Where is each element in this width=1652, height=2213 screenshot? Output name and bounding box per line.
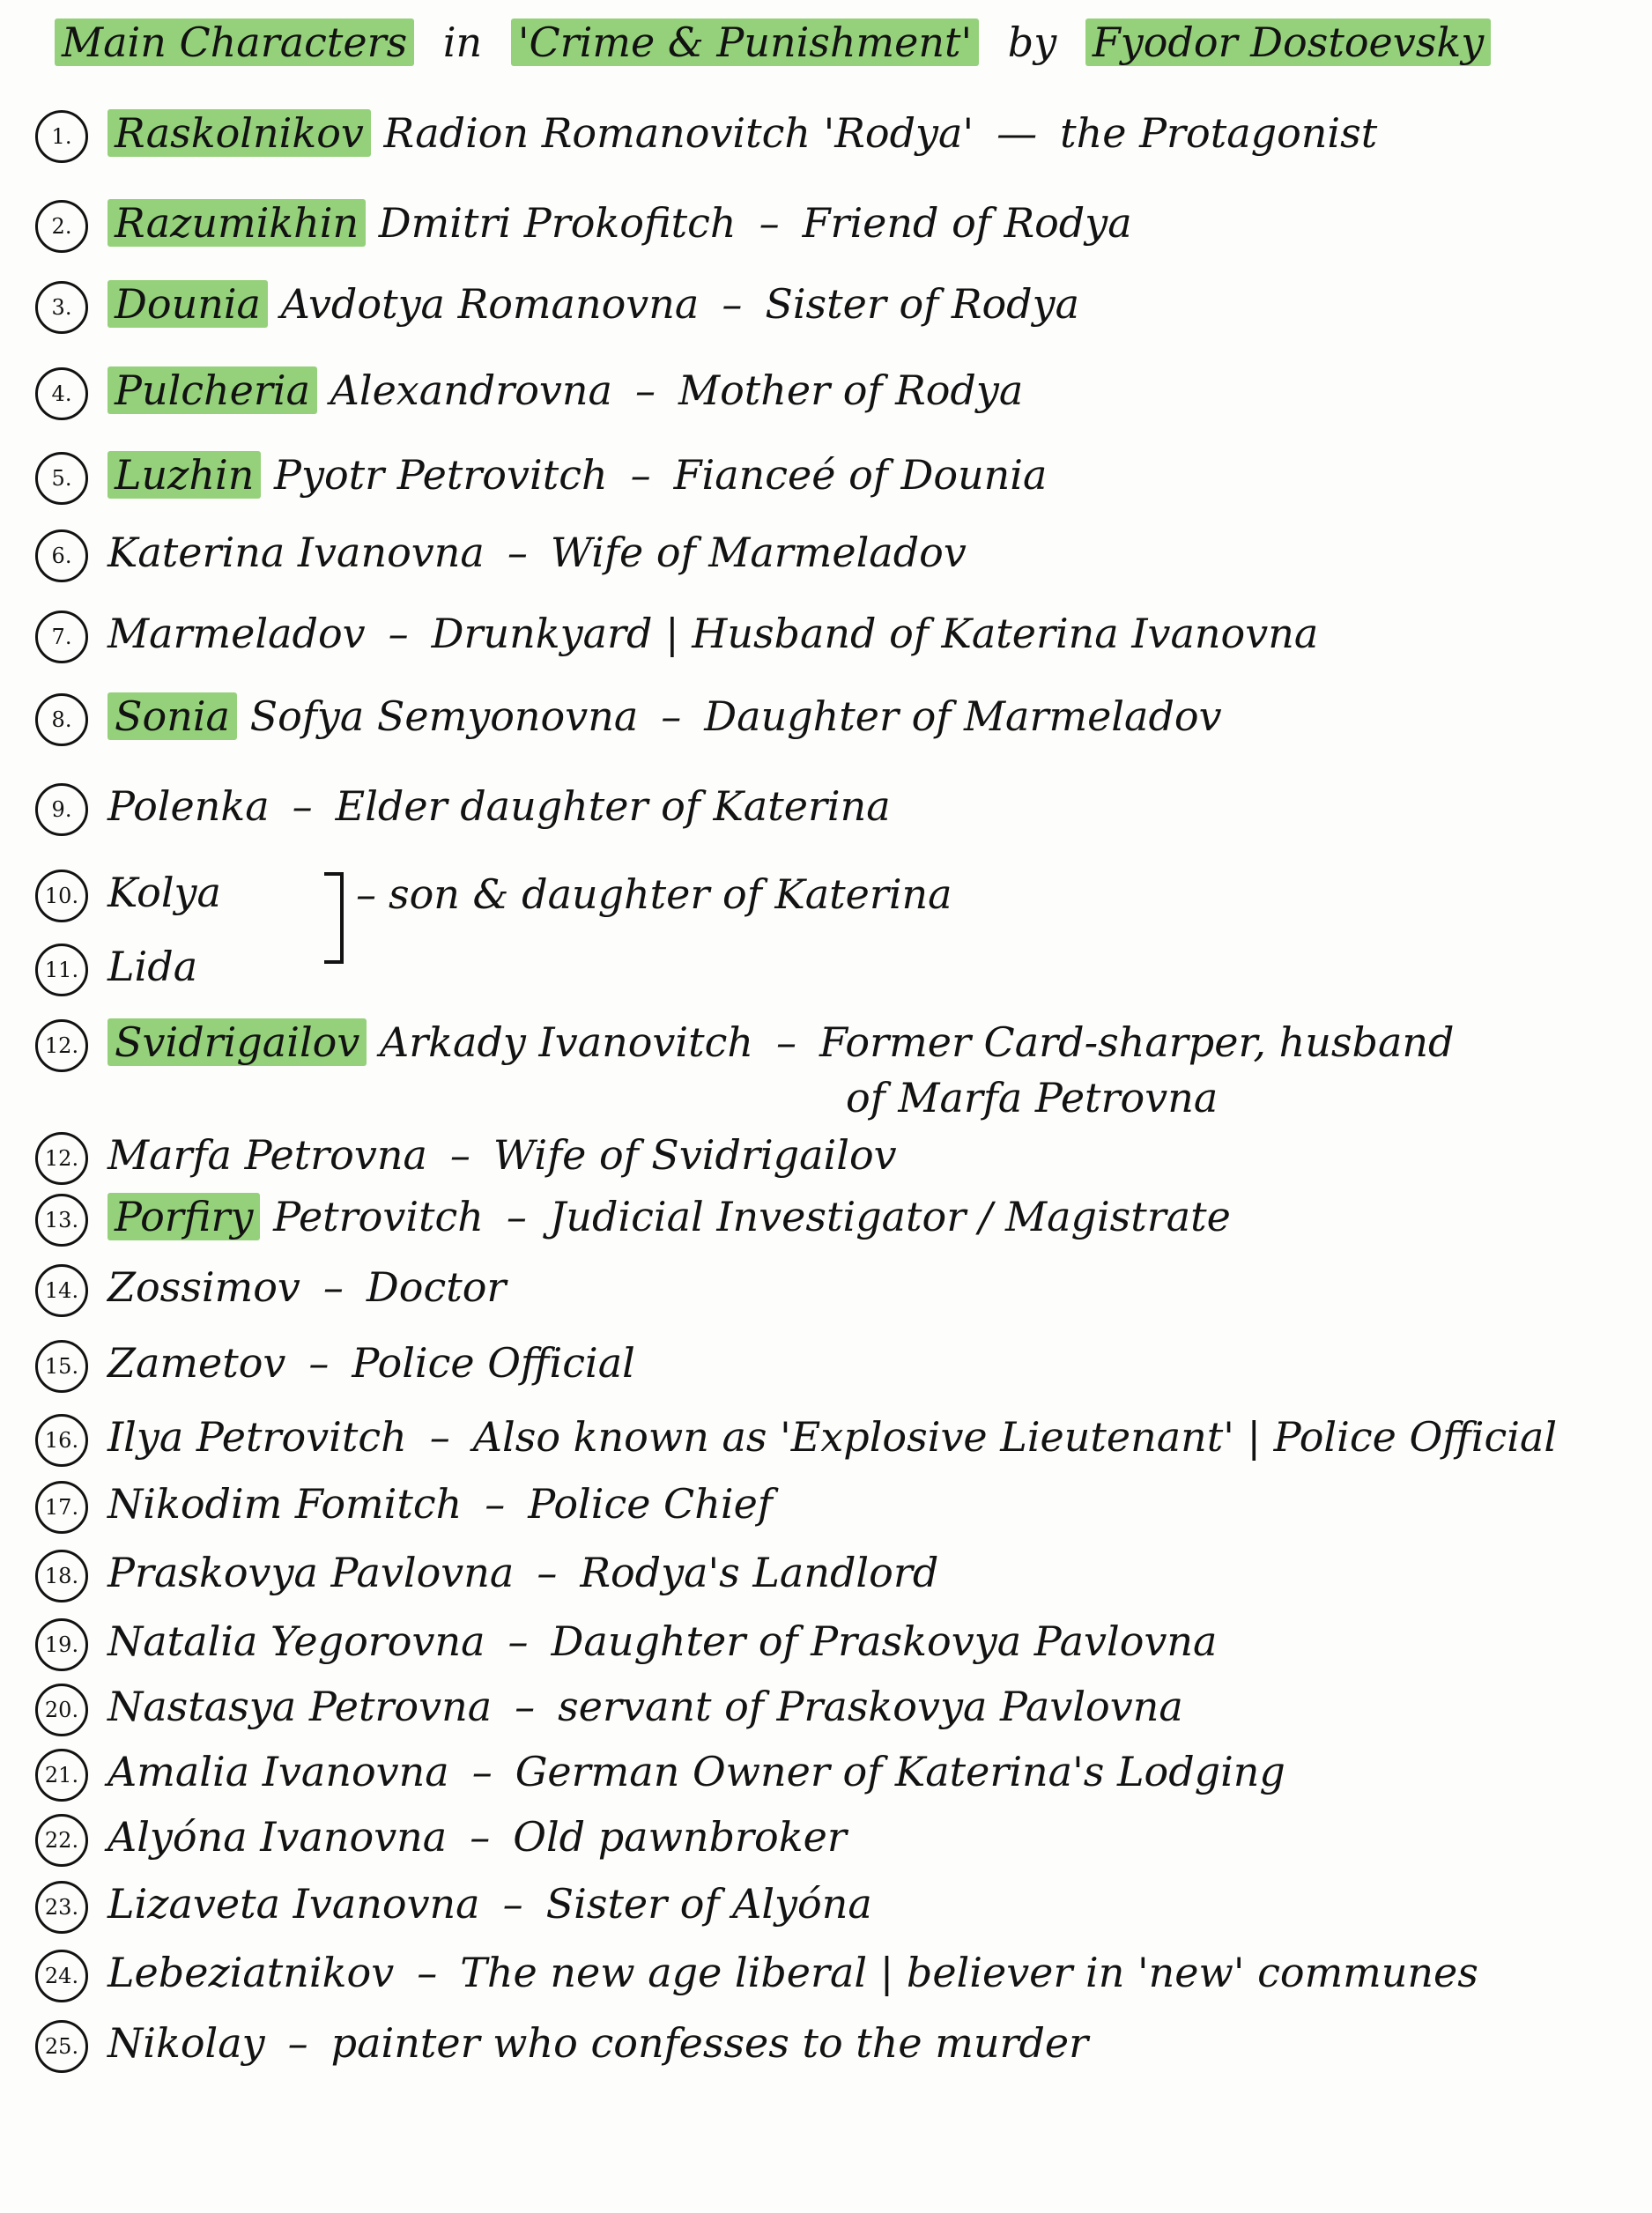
- character-row-11: [35, 929, 197, 1004]
- character-description: servant of Praskovya Pavlovna: [558, 1683, 1183, 1730]
- character-highlight: Raskolnikov: [107, 109, 371, 157]
- character-highlight: Sonia: [107, 692, 237, 740]
- title-by: by: [1007, 19, 1057, 66]
- character-row-19: 19. Natalia Yegorovna – Daughter of Praskovya Pavlovna: [35, 1603, 1217, 1679]
- character-row-6: 6. Katerina Ivanovna – Wife of Marmeladov: [35, 514, 967, 590]
- character-highlight: Dounia: [107, 280, 268, 328]
- character-name: Katerina Ivanovna: [107, 529, 485, 576]
- character-highlight: Pulcheria: [107, 366, 317, 414]
- row-number: 25.: [35, 2020, 88, 2073]
- row-number: 7.: [35, 611, 88, 663]
- character-row-2: 2. Razumikhin Dmitri Prokofitch – Friend of Rodya: [35, 185, 1132, 261]
- title-author: Fyodor Dostoevsky: [1085, 19, 1491, 66]
- character-name: Praskovya Pavlovna: [107, 1549, 515, 1596]
- page-title: [55, 11, 1507, 74]
- character-row-8: 8. Sonia Sofya Semyonovna – Daughter of Marmeladov: [35, 678, 1222, 754]
- row-number: 22.: [35, 1814, 88, 1867]
- svidrigailov-description-continued: of Marfa Petrovna: [846, 1074, 1219, 1121]
- row-number: 4.: [35, 367, 88, 420]
- character-name: Nikodim Fomitch: [107, 1480, 463, 1528]
- character-name: Nikolay: [107, 2019, 265, 2067]
- character-description: painter who confesses to the murder: [330, 2019, 1089, 2067]
- row-number: 6.: [35, 529, 88, 582]
- row-number: 8.: [35, 693, 88, 746]
- character-name: Arkady Ivanovitch: [379, 1018, 754, 1066]
- character-description: Friend of Rodya: [802, 199, 1132, 247]
- character-description: Police Official: [352, 1339, 635, 1387]
- title-main-characters: Main Characters: [55, 19, 414, 66]
- row-number: 12.: [35, 1132, 88, 1185]
- character-description: Police Chief: [528, 1480, 773, 1528]
- character-name: Avdotya Romanovna: [280, 280, 700, 328]
- row-number: 12.: [35, 1019, 88, 1072]
- character-name: Lebeziatnikov: [107, 1949, 395, 1996]
- row-number: 2.: [35, 200, 88, 253]
- character-name: Nastasya Petrovna: [107, 1683, 493, 1730]
- character-row-15: 15. Zametov – Police Official: [35, 1325, 635, 1401]
- row-number: 17.: [35, 1481, 88, 1534]
- character-name: Natalia Yegorovna: [107, 1617, 485, 1665]
- kolya-lida-bracket: [324, 872, 344, 964]
- row-number: 1.: [35, 110, 88, 163]
- character-name: Kolya: [107, 869, 221, 916]
- row-number: 24.: [35, 1950, 88, 2002]
- character-name: Lida: [107, 943, 198, 990]
- character-row-17: 17. Nikodim Fomitch – Police Chief: [35, 1466, 773, 1542]
- character-name: Polenka: [107, 782, 270, 830]
- character-description: Elder daughter of Katerina: [335, 782, 891, 830]
- character-row-7: 7. Marmeladov – Drunkyard | Husband of Katerina Ivanovna: [35, 596, 1318, 671]
- character-name: Pyotr Petrovitch: [274, 451, 608, 499]
- character-row-25: 25. Nikolay – painter who confesses to the murder: [35, 2005, 1088, 2081]
- character-description: the Protagonist: [1060, 109, 1378, 157]
- character-row-10: [35, 855, 221, 930]
- character-row-4: 4. Pulcheria Alexandrovna – Mother of Rodya: [35, 352, 1023, 428]
- character-description: Rodya's Landlord: [580, 1549, 939, 1596]
- character-row-12b: 12. Marfa Petrovna – Wife of Svidrigailov: [35, 1117, 897, 1193]
- character-row-24: 24. Lebeziatnikov – The new age liberal | believer in 'new' communes: [35, 1935, 1478, 2010]
- character-row-9: 9. Polenka – Elder daughter of Katerina: [35, 768, 891, 844]
- row-number: 14.: [35, 1264, 88, 1317]
- character-row-22: 22. Alyóna Ivanovna – Old pawnbroker: [35, 1799, 847, 1875]
- character-description: The new age liberal | believer in 'new' communes: [460, 1949, 1478, 1996]
- character-row-1: 1. Raskolnikov Radion Romanovitch 'Rodya' — the Protagonist: [35, 95, 1377, 171]
- row-number: 5.: [35, 452, 88, 505]
- character-name: Amalia Ivanovna: [107, 1748, 449, 1795]
- character-description: Doctor: [366, 1263, 507, 1311]
- row-number: 19.: [35, 1618, 88, 1671]
- character-description: Drunkyard | Husband of Katerina Ivanovna: [431, 610, 1319, 657]
- row-number: 23.: [35, 1881, 88, 1934]
- kolya-lida-description-line: – son & daughter of Katerina: [356, 870, 952, 918]
- row-number: 11.: [35, 944, 88, 996]
- character-description: German Owner of Katerina's Lodging: [515, 1748, 1285, 1795]
- character-row-3: 3. Dounia Avdotya Romanovna – Sister of Rodya: [35, 266, 1079, 342]
- character-description: Former Card-sharper, husband: [819, 1018, 1455, 1066]
- character-name: Zametov: [107, 1339, 286, 1387]
- character-name: Alexandrovna: [330, 366, 612, 414]
- character-name: Zossimov: [107, 1263, 300, 1311]
- character-description: Wife of Svidrigailov: [493, 1131, 897, 1179]
- character-highlight: Porfiry: [107, 1193, 260, 1240]
- row-number: 18.: [35, 1550, 88, 1602]
- character-name: Alyóna Ivanovna: [107, 1813, 448, 1861]
- character-description: Fianceé of Dounia: [673, 451, 1048, 499]
- character-row-13: 13. Porfiry Petrovitch – Judicial Investigator / Magistrate: [35, 1179, 1231, 1255]
- title-in: in: [442, 19, 483, 66]
- character-row-14: 14. Zossimov – Doctor: [35, 1249, 506, 1325]
- row-number: 10.: [35, 870, 88, 922]
- character-row-16: 16. Ilya Petrovitch – Also known as 'Explosive Lieutenant' | Police Official: [35, 1399, 1557, 1475]
- title-book: 'Crime & Punishment': [511, 19, 979, 66]
- character-name: Petrovitch: [273, 1193, 484, 1240]
- character-name: Lizaveta Ivanovna: [107, 1880, 480, 1928]
- character-row-23: 23. Lizaveta Ivanovna – Sister of Alyóna: [35, 1866, 872, 1942]
- row-number: 20.: [35, 1684, 88, 1736]
- character-row-21: 21. Amalia Ivanovna – German Owner of Katerina's Lodging: [35, 1734, 1285, 1810]
- row-number: 21.: [35, 1749, 88, 1802]
- character-description: Sister of Alyóna: [545, 1880, 872, 1928]
- character-row-18: 18. Praskovya Pavlovna – Rodya's Landlord: [35, 1535, 938, 1610]
- character-description: Judicial Investigator / Magistrate: [549, 1193, 1231, 1240]
- character-description: Wife of Marmeladov: [550, 529, 967, 576]
- row-number: 3.: [35, 281, 88, 334]
- row-number: 16.: [35, 1414, 88, 1467]
- character-highlight: Svidrigailov: [107, 1018, 367, 1066]
- character-name: Sofya Semyonovna: [249, 692, 639, 740]
- character-description: Daughter of Marmeladov: [704, 692, 1222, 740]
- character-name: Ilya Petrovitch: [107, 1413, 407, 1461]
- character-description: Sister of Rodya: [765, 280, 1080, 328]
- row-number: 13.: [35, 1194, 88, 1247]
- character-highlight: Luzhin: [107, 451, 261, 499]
- kolya-lida-description: son & daughter of Katerina: [389, 870, 952, 918]
- row-number: 9.: [35, 783, 88, 836]
- character-description: Daughter of Praskovya Pavlovna: [551, 1617, 1218, 1665]
- character-row-5: 5. Luzhin Pyotr Petrovitch – Fianceé of Dounia: [35, 437, 1047, 513]
- character-description: Also known as 'Explosive Lieutenant' | Police Official: [472, 1413, 1558, 1461]
- character-name: Dmitri Prokofitch: [378, 199, 737, 247]
- character-name: Marfa Petrovna: [107, 1131, 427, 1179]
- character-row-20: 20. Nastasya Petrovna – servant of Praskovya Pavlovna: [35, 1669, 1183, 1744]
- character-description: Mother of Rodya: [678, 366, 1024, 414]
- character-highlight: Razumikhin: [107, 199, 366, 247]
- character-name: Marmeladov: [107, 610, 366, 657]
- row-number: 15.: [35, 1340, 88, 1393]
- character-description: Old pawnbroker: [513, 1813, 847, 1861]
- character-row-12: 12. Svidrigailov Arkady Ivanovitch – Former Card-sharper, husband: [35, 1004, 1454, 1080]
- character-name: Radion Romanovitch 'Rodya': [383, 109, 974, 157]
